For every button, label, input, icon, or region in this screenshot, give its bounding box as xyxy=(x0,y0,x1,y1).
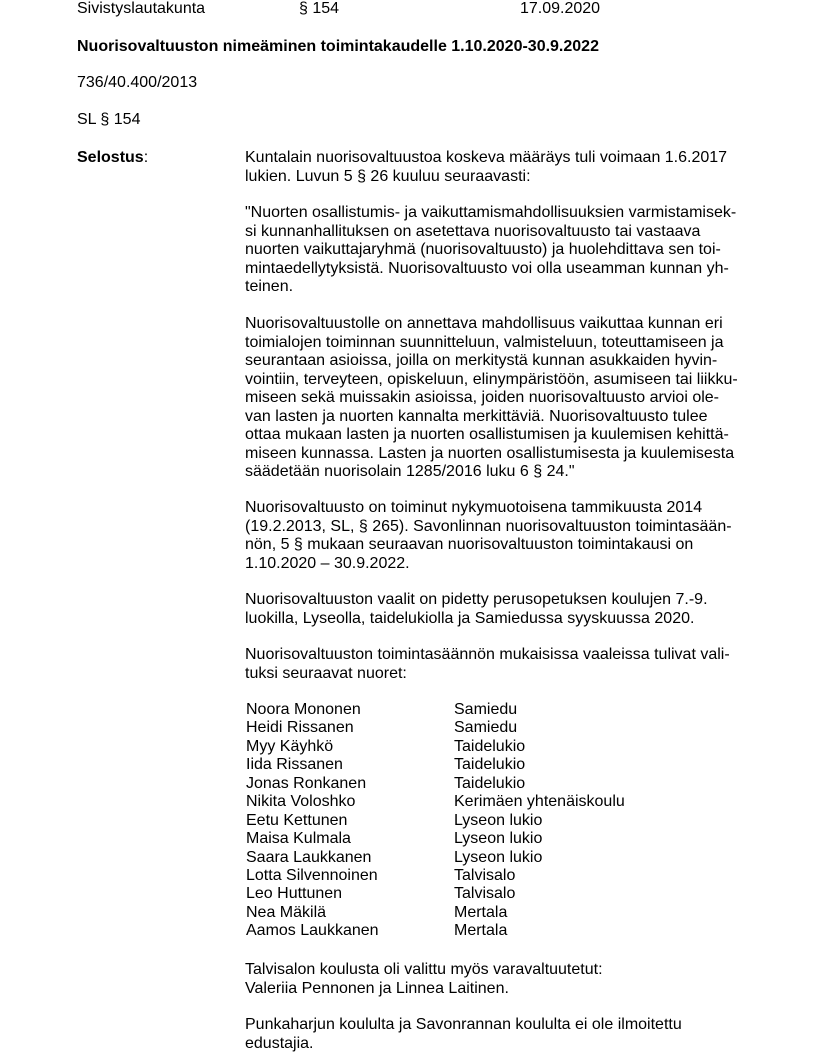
paragraph-line: ottaa mukaan lasten ja nuorten osallistumisen ja kuulemisen kehittä- xyxy=(245,426,729,443)
paragraph-line: Valeriia Pennonen ja Linnea Laitinen. xyxy=(245,979,509,997)
document-title: Nuorisovaltuuston nimeäminen toimintakaudelle 1.10.2020-30.9.2022 xyxy=(77,38,599,55)
paragraph-line: van lasten ja nuorten kannalta merkittäviä. Nuorisovaltuusto tulee xyxy=(245,407,708,425)
member-row xyxy=(246,885,726,903)
member-school: Mertala xyxy=(454,922,508,940)
paragraph-line: säädetään nuorisolain 1285/2016 luku 6 § 24." xyxy=(245,463,575,480)
member-school: Kerimäen yhtenäiskoulu xyxy=(454,793,625,811)
member-row xyxy=(246,738,726,756)
member-school: Lyseon lukio xyxy=(454,811,543,829)
member-row xyxy=(246,830,726,848)
member-school: Lyseon lukio xyxy=(454,830,543,848)
member-school: Taidelukio xyxy=(454,737,526,755)
paragraph-line: lukien. Luvun 5 § 26 kuuluu seuraavasti: xyxy=(245,167,531,185)
member-name: Iida Rissanen xyxy=(246,756,343,774)
member-school: Talvisalo xyxy=(454,885,516,903)
paragraph-line: nuorten vaikuttajaryhmä (nuorisovaltuusto) ja huolehdittava sen toi- xyxy=(245,241,721,258)
member-school: Taidelukio xyxy=(454,756,526,774)
member-row xyxy=(246,812,726,830)
member-list xyxy=(246,701,726,941)
member-row xyxy=(246,922,726,940)
paragraph-line: nön, 5 § mukaan seuraavan nuorisovaltuuston toimintakausi on xyxy=(245,536,694,553)
paragraph-line: "Nuorten osallistumis- ja vaikuttamismahdollisuuksien varmistamisek- xyxy=(245,204,737,221)
paragraph-line: teinen. xyxy=(245,278,294,295)
member-name: Heidi Rissanen xyxy=(246,719,354,737)
member-row xyxy=(246,775,726,793)
paragraph-line: seurantaan asioissa, joilla on merkitystä kunnan asukkaiden hyvin- xyxy=(245,352,718,369)
member-name: Noora Mononen xyxy=(246,701,361,718)
member-school: Taidelukio xyxy=(454,774,526,792)
member-row xyxy=(246,756,726,774)
paragraph-line: Nuorisovaltuuston vaalit on pidetty perusopetuksen koulujen 7.-9. xyxy=(245,591,708,608)
paragraph-line: tuksi seuraavat nuoret: xyxy=(245,664,407,682)
member-row xyxy=(246,849,726,867)
member-school: Samiedu xyxy=(454,719,518,737)
member-name: Aamos Laukkanen xyxy=(246,922,379,940)
paragraph-line: Nuorisovaltuustolle on annettava mahdollisuus vaikuttaa kunnan eri xyxy=(245,315,723,332)
member-name: Leo Huttunen xyxy=(246,885,343,903)
member-name: Jonas Ronkanen xyxy=(246,774,367,792)
member-row xyxy=(246,719,726,737)
member-name: Saara Laukkanen xyxy=(246,848,372,866)
selostus-label-text: Selostus xyxy=(77,149,144,166)
member-school: Mertala xyxy=(454,903,508,921)
paragraph-line: si kunnanhallituksen on asetettava nuorisovaltuusto tai vastaava xyxy=(245,222,701,240)
paragraph-line: Punkaharjun koululta ja Savonrannan koululta ei ole ilmoitettu xyxy=(245,1016,682,1033)
paragraph-line: luokilla, Lyseolla, taidelukiolla ja Samiedussa syyskuussa 2020. xyxy=(245,609,695,627)
member-row xyxy=(246,701,726,719)
member-name: Eetu Kettunen xyxy=(246,811,348,829)
member-name: Maisa Kulmala xyxy=(246,830,351,848)
selostus-label xyxy=(77,149,148,167)
member-name: Nikita Voloshko xyxy=(246,793,356,811)
paragraph-line: Talvisalon koulusta oli valittu myös varavaltuutetut: xyxy=(245,961,603,978)
reference-number: 736/40.400/2013 xyxy=(77,74,198,91)
member-row xyxy=(246,793,726,811)
paragraph-line: vointiin, terveyteen, opiskeluun, elinympäristöön, asumiseen tai liikku- xyxy=(245,370,738,388)
member-row xyxy=(246,904,726,922)
member-name: Nea Mäkilä xyxy=(246,903,327,921)
member-school: Samiedu xyxy=(454,701,518,718)
member-name: Lotta Silvennoinen xyxy=(246,866,378,884)
header-section: § 154 xyxy=(299,0,340,17)
selostus-colon: : xyxy=(143,149,149,166)
header-date: 17.09.2020 xyxy=(520,0,601,17)
paragraph-line: Nuorisovaltuusto on toiminut nykymuotoisena tammikuusta 2014 xyxy=(245,499,703,516)
paragraph-line: miseen sekä muissakin asioissa, joiden nuorisovaltuusto arvioi ole- xyxy=(245,389,720,406)
paragraph-line: (19.2.2013, SL, § 265). Savonlinnan nuorisovaltuuston toimintasään- xyxy=(245,517,732,535)
section-reference: SL § 154 xyxy=(77,111,141,128)
paragraph-line: Nuorisovaltuuston toimintasäännön mukaisissa vaaleissa tulivat vali- xyxy=(245,646,730,663)
paragraph-line: miseen kunnassa. Lasten ja nuorten osallistumisesta ja kuulemisesta xyxy=(245,444,735,462)
paragraph-line: 1.10.2020 – 30.9.2022. xyxy=(245,554,410,572)
member-school: Lyseon lukio xyxy=(454,848,543,866)
paragraph-line: edustajia. xyxy=(245,1034,314,1052)
member-name: Myy Käyhkö xyxy=(246,737,334,755)
header-body: Sivistyslautakunta xyxy=(77,0,206,17)
paragraph-line: mintaedellytyksistä. Nuorisovaltuusto voi olla useamman kunnan yh- xyxy=(245,259,729,277)
paragraph-line: toimialojen toiminnan suunnitteluun, valmisteluun, toteuttamiseen ja xyxy=(245,333,724,351)
member-school: Talvisalo xyxy=(454,866,516,884)
member-row xyxy=(246,867,726,885)
paragraph-line: Kuntalain nuorisovaltuustoa koskeva määräys tuli voimaan 1.6.2017 xyxy=(245,149,728,166)
